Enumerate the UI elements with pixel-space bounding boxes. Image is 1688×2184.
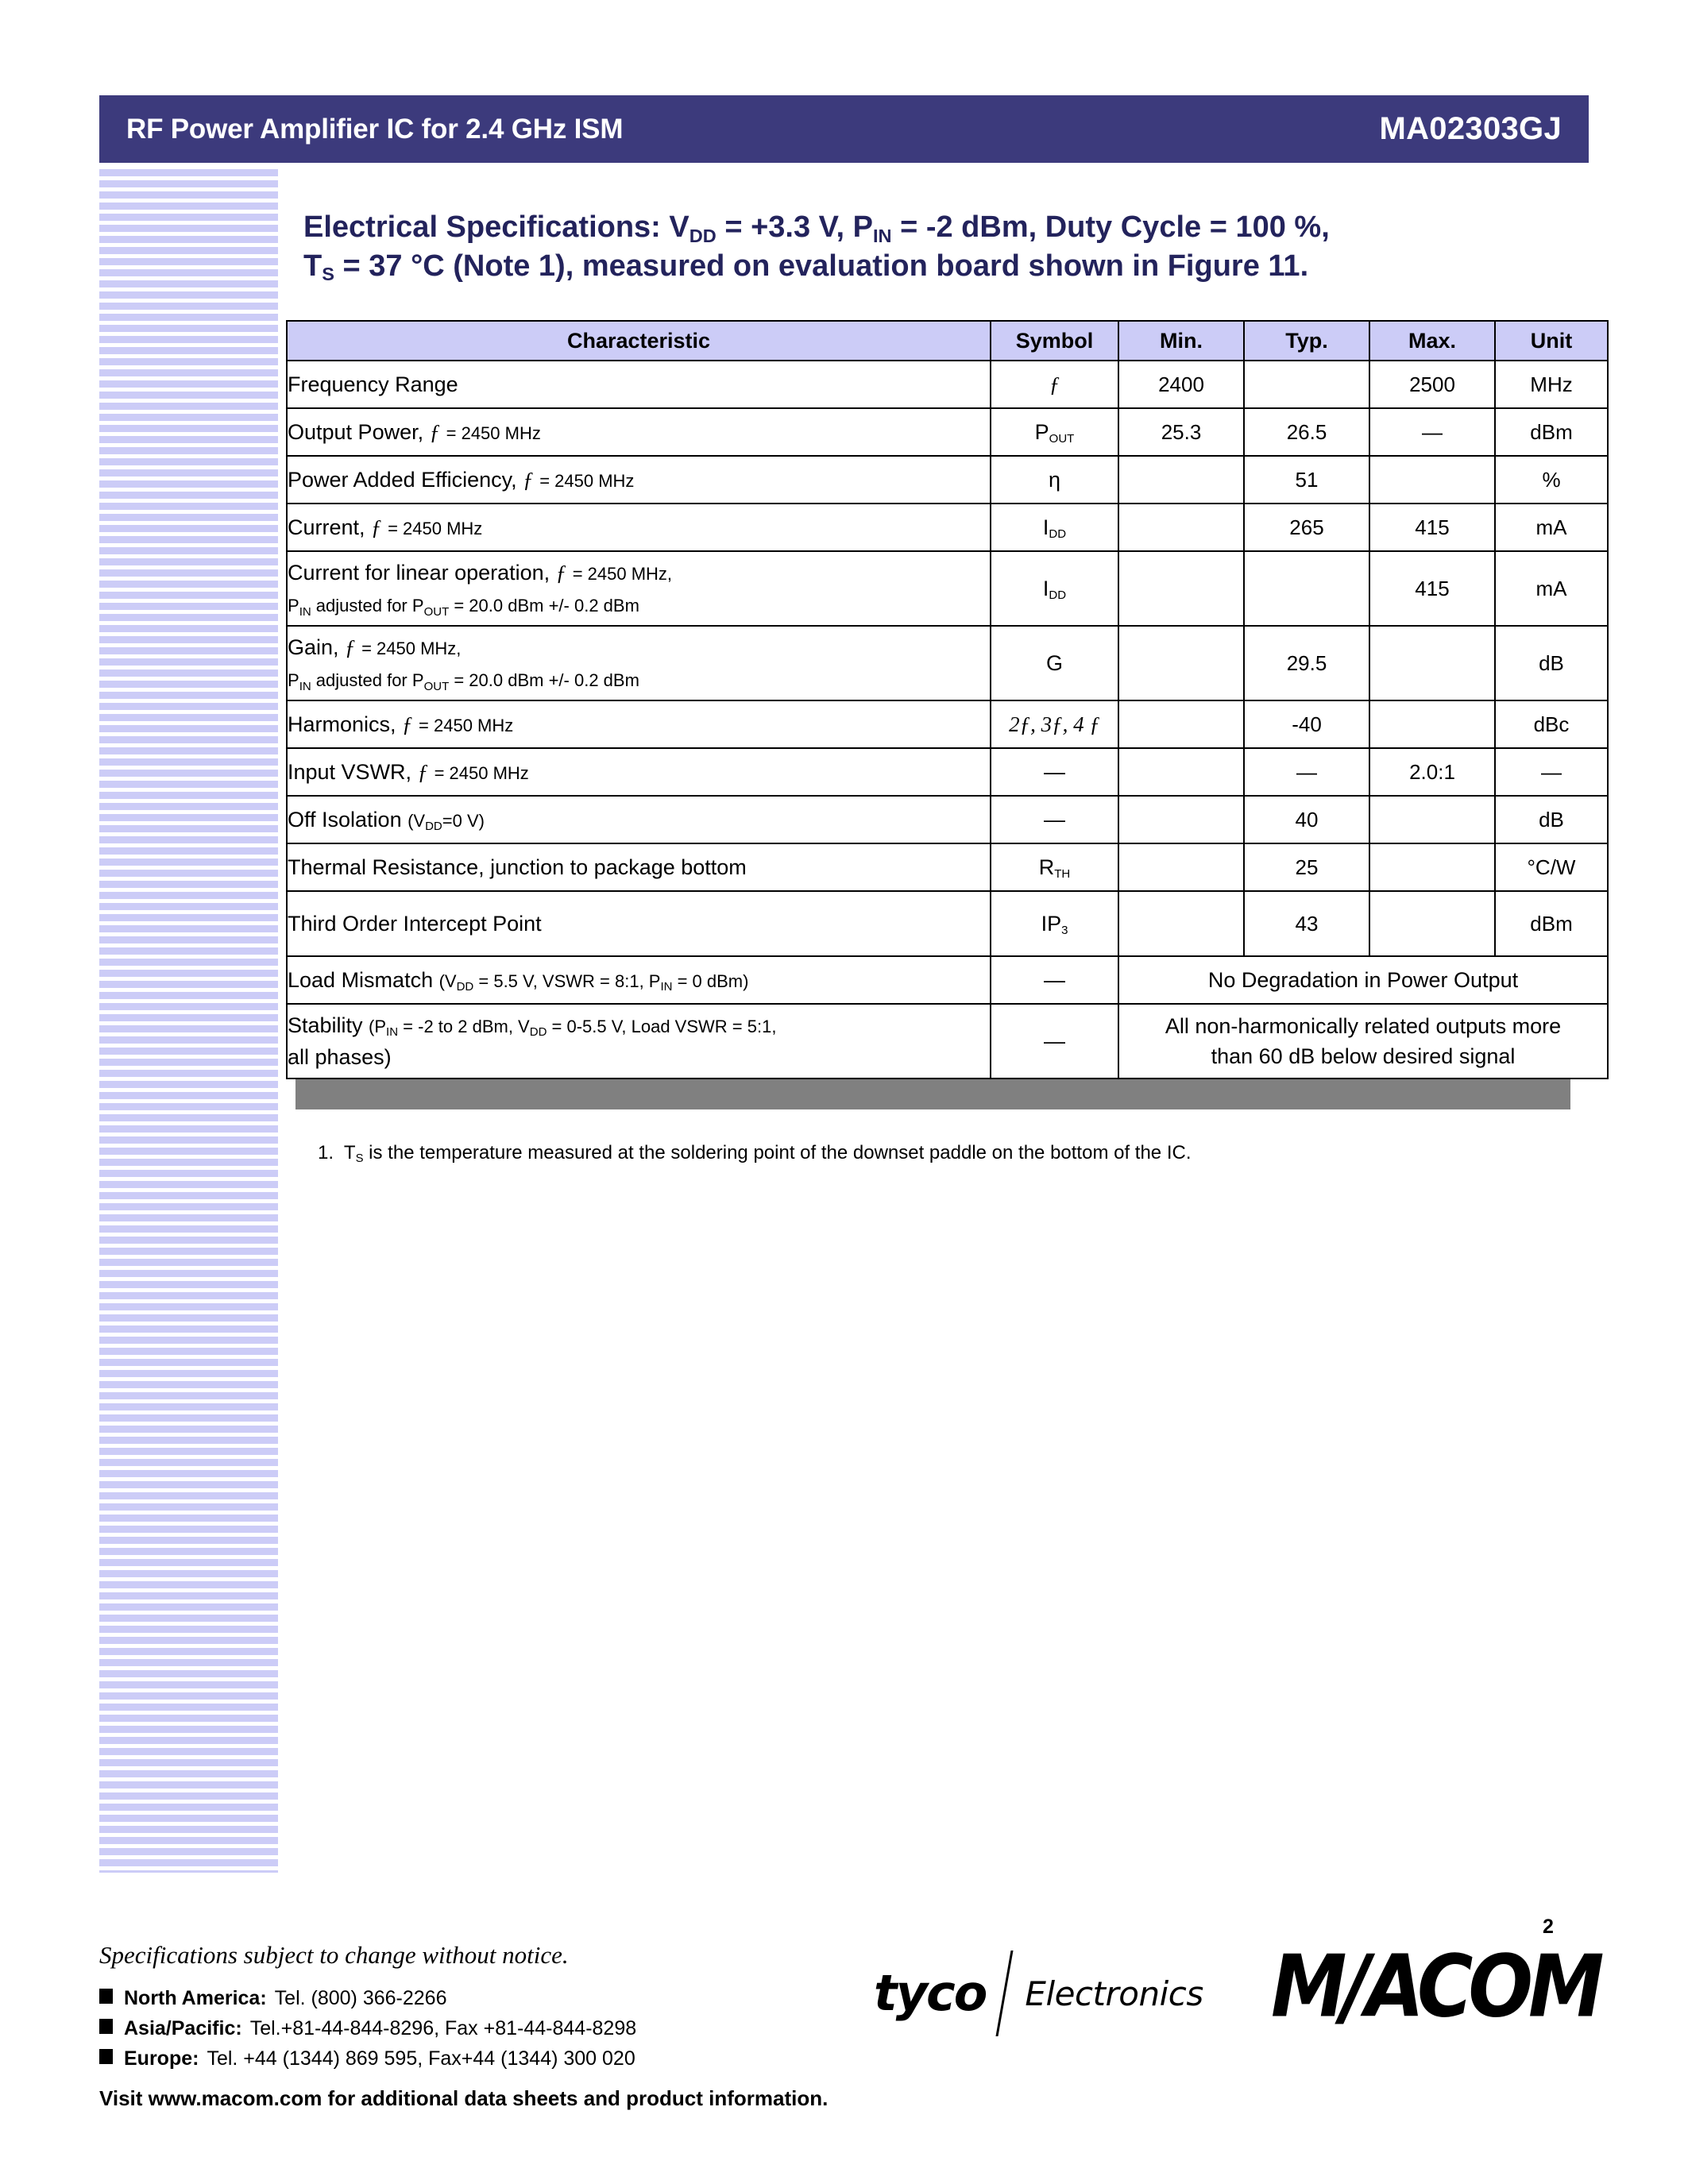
cell-symbol: G [991,626,1118,700]
cell-max: — [1369,408,1495,456]
cell-symbol: 2ƒ, 3ƒ, 4 ƒ [991,700,1118,748]
tyco-electronics-logo [874,1950,1203,2037]
cell-characteristic: Off Isolation ($V_{DD}=0$ V) [287,796,991,843]
cell-characteristic: Thermal Resistance, junction to package bottom [287,843,991,891]
visit-website-text: Visit www.macom.com for additional data sheets and product information. [99,2086,829,2110]
cell-max [1369,796,1495,843]
table-row [287,796,1608,843]
table-row-merged [287,956,1608,1004]
cell-characteristic: Stability ($P_{IN} = -2$ to 2 dBm, $V_{DD} = 0-5.5$ V, Load VSWR = 5:1, all phases) [287,1004,991,1078]
cell-max: 2.0:1 [1369,748,1495,796]
cell-characteristic: Current for linear operation, ƒ = 2450 MHz, $P_{IN}$ adjusted for $P_{OUT} = 20.0$ dBm +/- 0.2 dBm [287,551,991,626]
cell-characteristic: Gain, ƒ = 2450 MHz, $P_{IN}$ adjusted for $P_{OUT} = 20.0$ dBm +/- 0.2 dBm [287,626,991,700]
cell-typ: 29.5 [1244,626,1369,700]
heading-line2-part-a: T [303,249,323,283]
contact-details: Tel.+81-44-844-8296, Fax +81-44-844-8298 [249,2017,637,2039]
bullet-square-icon [99,2049,113,2064]
column-header-max: Max. [1369,321,1495,361]
contact-region-label: North America: [124,1987,267,2009]
table-row [287,843,1608,891]
electrical-specifications-table [286,320,1609,1079]
footnote-symbol: T [343,1142,356,1163]
tyco-electronics-wordmark: Electronics [1025,1974,1203,2013]
part-number: MA02303GJ [1379,111,1562,146]
footnote-text: is the temperature measured at the soldering point of the downset paddle on the bottom of the IC. [363,1142,1192,1163]
heading-line1-part-c: = -2 dBm, Duty Cycle = 100 %, [891,210,1330,244]
cell-min [1118,700,1244,748]
cell-max: 415 [1369,504,1495,551]
cell-characteristic: Current, ƒ = 2450 MHz [287,504,991,551]
cell-max: 2500 [1369,361,1495,408]
specifications-notice: Specifications subject to change without notice. [99,1941,569,1969]
cell-unit: dBc [1495,700,1608,748]
cell-symbol: — [991,796,1118,843]
column-header-unit: Unit [1495,321,1608,361]
cell-unit: °C/W [1495,843,1608,891]
footnote-note-1 [318,1142,1192,1164]
cell-typ: 26.5 [1244,408,1369,456]
cell-characteristic: Power Added Efficiency, ƒ = 2450 MHz [287,456,991,504]
tyco-wordmark: tyco [874,1964,987,2022]
cell-symbol: — [991,1004,1118,1078]
footnote-number: 1. [318,1142,334,1163]
cell-unit: — [1495,748,1608,796]
cell-typ: -40 [1244,700,1369,748]
cell-unit: dBm [1495,408,1608,456]
cell-min [1118,504,1244,551]
cell-merged-value: All non-harmonically related outputs more than 60 dB below desired signal [1118,1004,1608,1078]
table-row [287,748,1608,796]
cell-min [1118,626,1244,700]
cell-max [1369,626,1495,700]
cell-typ [1244,361,1369,408]
cell-min [1118,748,1244,796]
cell-symbol: RTH [991,843,1118,891]
cell-symbol: — [991,748,1118,796]
table-header-row [287,321,1608,361]
contact-details: Tel. +44 (1344) 869 595, Fax+44 (1344) 300 020 [207,2047,635,2070]
cell-min [1118,843,1244,891]
contact-list [99,1983,636,2074]
cell-max: 415 [1369,551,1495,626]
table-row [287,626,1608,700]
cell-symbol: η [991,456,1118,504]
cell-min: 2400 [1118,361,1244,408]
electrical-specifications-heading [303,208,1574,285]
footnote-subscript: S [355,1152,364,1166]
cell-symbol: IDD [991,504,1118,551]
cell-typ: 265 [1244,504,1369,551]
contact-row-europe [99,2043,636,2074]
cell-unit: % [1495,456,1608,504]
table-row [287,504,1608,551]
cell-typ [1244,551,1369,626]
logo-divider-slash-icon [996,1951,1014,2036]
table-row [287,361,1608,408]
column-header-symbol: Symbol [991,321,1118,361]
page-number: 2 [1543,1916,1554,1938]
cell-merged-value: No Degradation in Power Output [1118,956,1608,1004]
page-title: RF Power Amplifier IC for 2.4 GHz ISM [126,113,624,145]
heading-line2-part-b: = 37 °C (Note 1), measured on evaluation board shown in Figure 11. [334,249,1309,283]
contact-region-label: Asia/Pacific: [124,2017,242,2039]
table-row [287,891,1608,956]
cell-typ: 43 [1244,891,1369,956]
bullet-square-icon [99,2019,113,2034]
column-header-characteristic: Characteristic [287,321,991,361]
heading-sub-vdd: DD [689,225,717,246]
contact-region-label: Europe: [124,2047,199,2070]
cell-min: 25.3 [1118,408,1244,456]
cell-min [1118,456,1244,504]
cell-max [1369,843,1495,891]
cell-min [1118,891,1244,956]
cell-max [1369,891,1495,956]
cell-unit: mA [1495,504,1608,551]
heading-sub-pin: IN [872,225,892,246]
cell-symbol: IDD [991,551,1118,626]
cell-typ: — [1244,748,1369,796]
cell-min [1118,796,1244,843]
macom-logo: M/ACOM [1271,1937,1600,2037]
cell-unit: dB [1495,796,1608,843]
cell-max [1369,456,1495,504]
column-header-typ: Typ. [1244,321,1369,361]
table-row [287,456,1608,504]
cell-characteristic: Frequency Range [287,361,991,408]
page-header-bar [99,95,1589,163]
heading-sub-ts: S [322,264,334,285]
contact-row-north-america [99,1983,636,2013]
table-row [287,700,1608,748]
cell-characteristic: Load Mismatch ($V_{DD} = 5.5$ V, VSWR = 8:1, $P_{IN} = 0$ dBm) [287,956,991,1004]
cell-symbol: POUT [991,408,1118,456]
cell-typ: 51 [1244,456,1369,504]
left-stripe-decoration [99,169,278,1873]
cell-unit: dB [1495,626,1608,700]
cell-min [1118,551,1244,626]
column-header-min: Min. [1118,321,1244,361]
table-row-merged [287,1004,1608,1078]
contact-row-asia-pacific [99,2013,636,2043]
heading-line1-part-b: = +3.3 V, P [716,210,873,244]
cell-max [1369,700,1495,748]
cell-typ: 40 [1244,796,1369,843]
bullet-square-icon [99,1989,113,2004]
contact-details: Tel. (800) 366-2266 [274,1987,447,2009]
cell-symbol: — [991,956,1118,1004]
cell-unit: dBm [1495,891,1608,956]
cell-characteristic: Third Order Intercept Point [287,891,991,956]
cell-characteristic: Input VSWR, ƒ = 2450 MHz [287,748,991,796]
cell-typ: 25 [1244,843,1369,891]
table-row [287,551,1608,626]
cell-characteristic: Output Power, ƒ = 2450 MHz [287,408,991,456]
heading-line1-part-a: Electrical Specifications: V [303,210,689,244]
table-row [287,408,1608,456]
cell-characteristic: Harmonics, ƒ = 2450 MHz [287,700,991,748]
cell-symbol: ƒ [991,361,1118,408]
cell-unit: MHz [1495,361,1608,408]
cell-symbol: IP3 [991,891,1118,956]
cell-unit: mA [1495,551,1608,626]
